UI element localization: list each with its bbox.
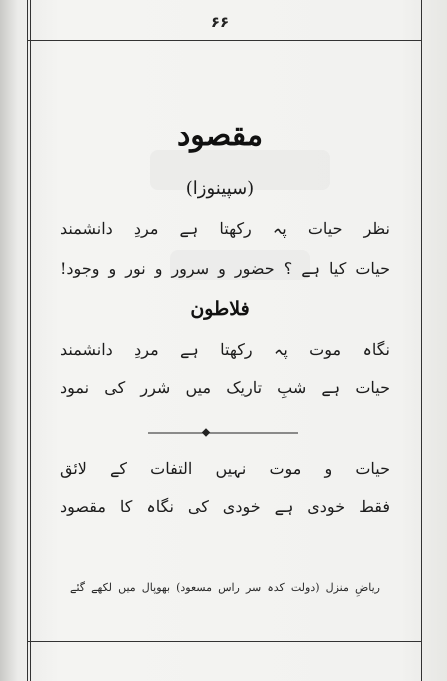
verse-line: نظر حیات پہ رکھتا ہے مردِ دانشمند: [60, 219, 390, 238]
footer-rule: [28, 641, 421, 642]
left-margin-rule-inner: [30, 0, 31, 681]
section-heading: فلاطون: [190, 298, 250, 320]
verse-line: حیات کیا ہے ؟ حضور و سرور و نور و وجود!: [60, 259, 390, 278]
poem-title: مقصود: [176, 118, 264, 153]
verse-line: حیات ہے شبِ تاریک میں شرر کی نمود: [60, 378, 390, 397]
verse-line: حیات و موت نہیں التفات کے لائق: [60, 459, 390, 478]
verse-line: نگاہ موت پہ رکھتا ہے مردِ دانشمند: [60, 340, 390, 359]
ornamental-divider: [148, 427, 298, 439]
right-margin-rule: [421, 0, 422, 681]
page-number: ۶۶: [210, 13, 230, 31]
header-rule: [28, 40, 421, 41]
poem-subtitle: (سپینوزا): [185, 178, 255, 199]
verse-line: فقط خودی ہے خودی کی نگاہ کا مقصود: [60, 497, 390, 516]
footnote: ریاضِ منزل (دولت کدہ سر راس مسعود) بھوپال میں لکھے گئے: [70, 581, 380, 594]
left-margin-rule: [27, 0, 28, 681]
